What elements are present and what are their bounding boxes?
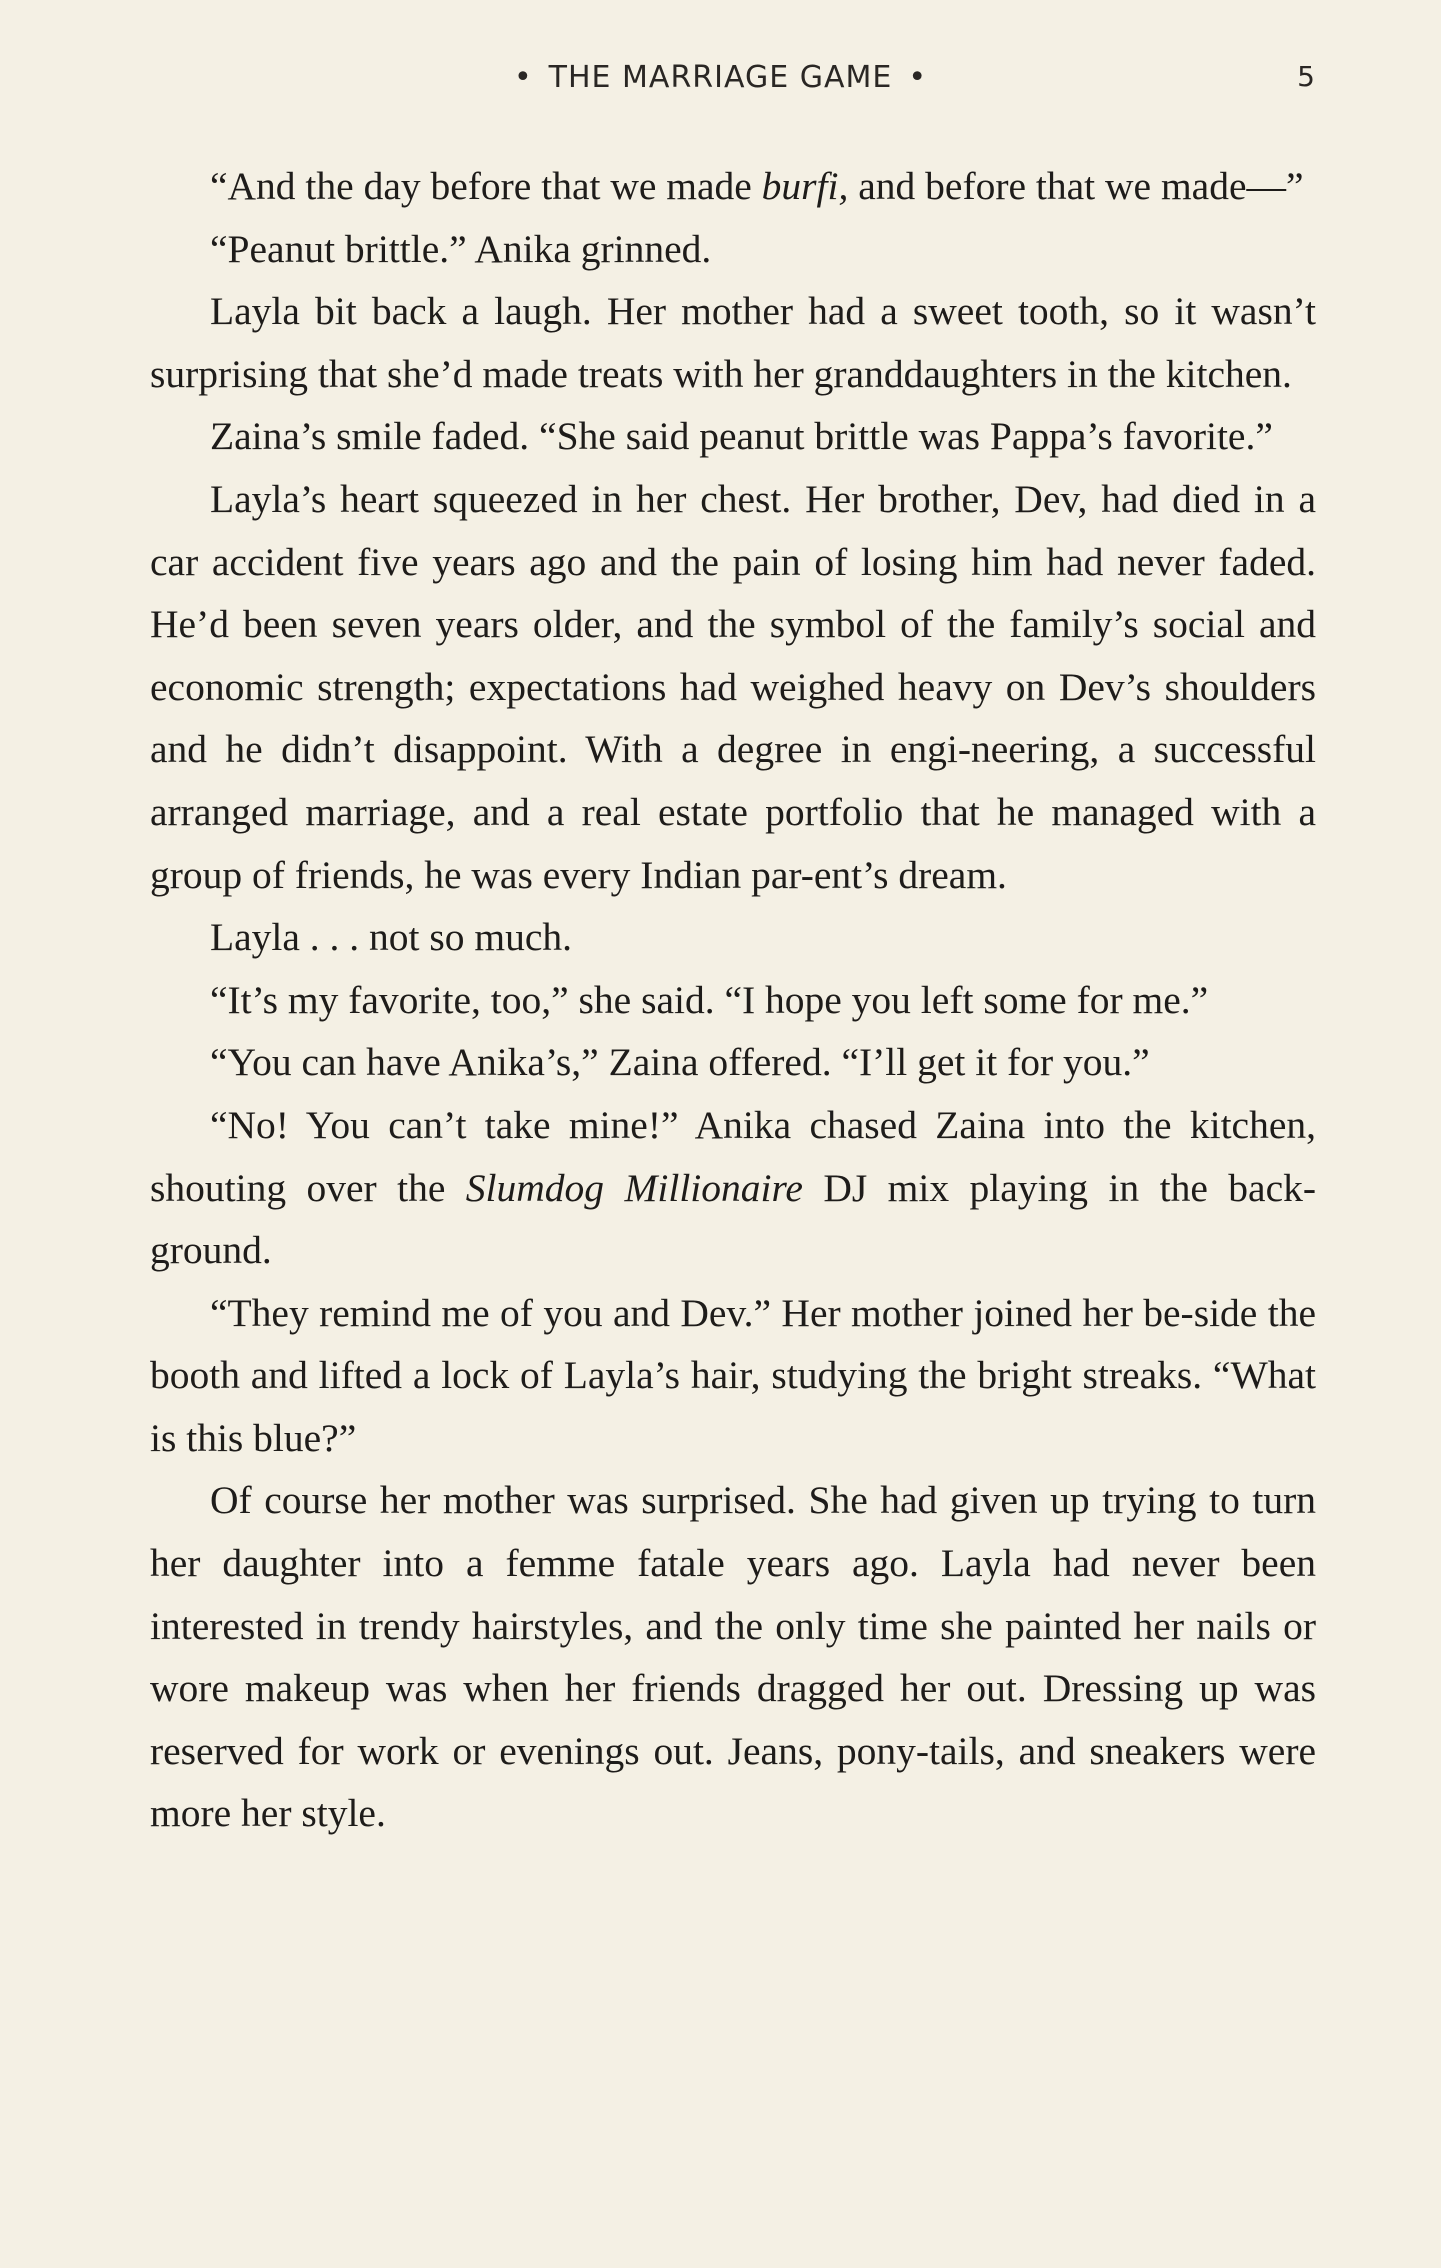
- page-header: [0, 60, 1441, 100]
- bullet-left: •: [513, 60, 533, 95]
- page-number: 5: [1297, 60, 1315, 93]
- text-run: Of course her mother was surprised. She had given up trying to turn her daughter into a femme fatale years ago. Layla had never been interested in trendy hairstyles, and the only time she painted her nails or wore makeup was when her friends dragged her out. Dressing up was reserved for work or evenings out. Jeans, pony-tails, and sneakers were more her style.: [150, 1478, 1316, 1836]
- text-run: “It’s my favorite, too,” she said. “I hope you left some for me.”: [210, 977, 1209, 1022]
- paragraph: [150, 155, 1316, 218]
- text-run: Layla . . . not so much.: [210, 915, 573, 960]
- running-head: [0, 60, 1441, 95]
- text-run: DJ mix playing in the back-ground.: [150, 1165, 1317, 1273]
- paragraph: [150, 218, 1316, 281]
- bullet-right: •: [908, 60, 928, 95]
- running-title: THE MARRIAGE GAME: [548, 60, 893, 95]
- paragraph: [150, 405, 1316, 468]
- text-run: Zaina’s smile faded. “She said peanut brittle was Pappa’s favorite.”: [210, 414, 1273, 459]
- body-text: [150, 155, 1316, 1845]
- text-run: “You can have Anika’s,” Zaina offered. “I’ll get it for you.”: [210, 1040, 1150, 1085]
- paragraph: [150, 906, 1316, 969]
- text-run: “And the day before that we made: [210, 164, 762, 208]
- italic-text: Slumdog Millionaire: [465, 1165, 803, 1210]
- text-run: Layla’s heart squeezed in her chest. Her brother, Dev, had died in a car accident five years ago and the pain of losing him had never faded. He’d been seven years older, and the symbol of the family’s social and economic strength; expectations had weighed heavy on Dev’s shoulders and he didn’t disappoint. With a degree in engi-neering, a successful arranged marriage, and a real estate portfolio that he managed with a group of friends, he was every Indian par-ent’s dream.: [150, 476, 1316, 897]
- paragraph: [150, 1282, 1316, 1470]
- italic-text: burfi,: [761, 164, 849, 208]
- paragraph: [150, 1094, 1316, 1282]
- paragraph: [150, 1031, 1316, 1094]
- text-run: “They remind me of you and Dev.” Her mother joined her be-side the booth and lifted a lock of Layla’s hair, studying the bright streaks. “What is this blue?”: [150, 1290, 1316, 1460]
- text-run: Layla bit back a laugh. Her mother had a sweet tooth, so it wasn’t surprising that she’d made treats with her granddaughters in the kitchen.: [150, 289, 1316, 396]
- text-run: and before that we made—”: [848, 164, 1304, 208]
- text-run: “Peanut brittle.” Anika grinned.: [210, 226, 712, 271]
- paragraph: [150, 1469, 1316, 1845]
- text-run: “No! You can’t take mine!” Anika chased Zaina into the kitchen, shouting over the: [150, 1102, 1316, 1210]
- paragraph: [150, 468, 1316, 906]
- paragraph: [150, 969, 1316, 1032]
- paragraph: [150, 280, 1316, 405]
